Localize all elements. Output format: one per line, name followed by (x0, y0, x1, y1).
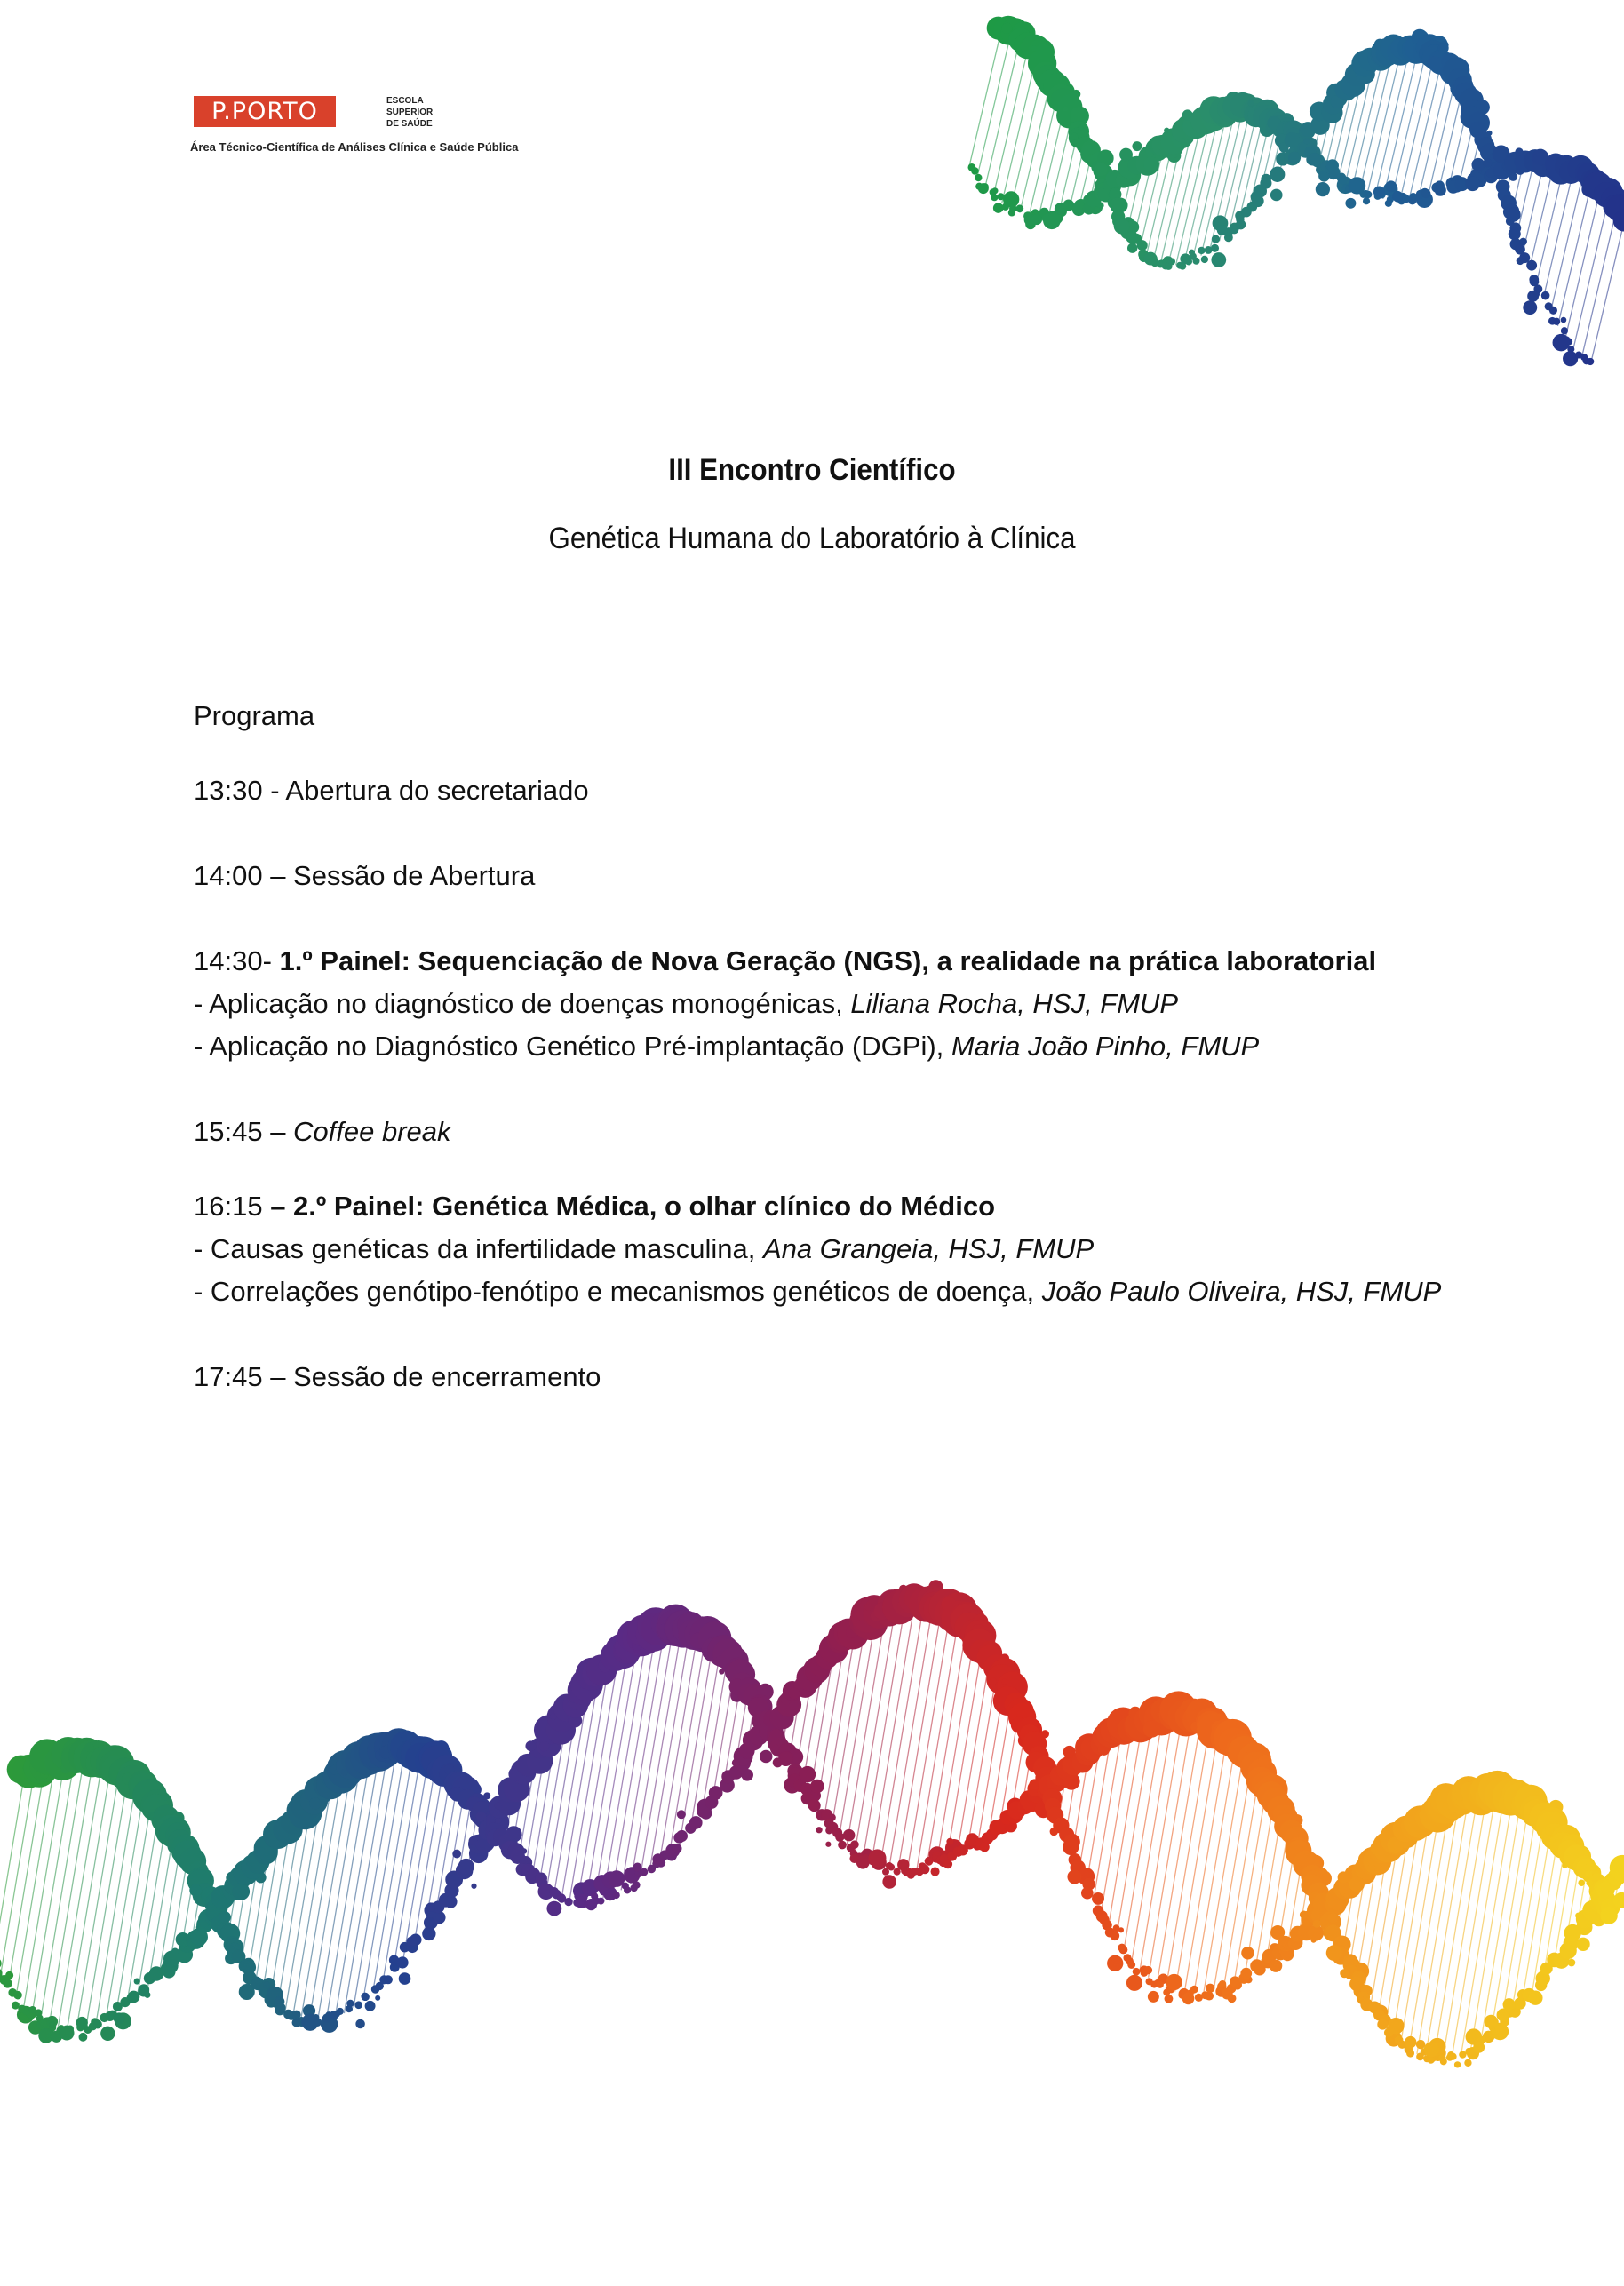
item-time: 15:45 (194, 1116, 263, 1147)
helix-node (980, 1842, 990, 1852)
helix-node (1528, 1990, 1542, 2004)
helix-node (1205, 1992, 1214, 2001)
helix-node (1300, 1910, 1308, 1918)
helix-rung (58, 1760, 102, 2027)
helix-node (1586, 1880, 1592, 1886)
helix-node (1270, 1925, 1285, 1940)
helix-node (609, 1870, 625, 1887)
helix-node (1113, 1924, 1120, 1932)
helix-node (624, 1886, 631, 1893)
helix-node (219, 1911, 231, 1924)
pporto-logo: P.PORTO (194, 96, 336, 127)
helix-node (1166, 1974, 1182, 1990)
item-separator: – (262, 1361, 294, 1392)
helix-node (1428, 2057, 1435, 2064)
helix-node (292, 2019, 300, 2027)
helix-node (134, 1978, 140, 1984)
item-time: 14:30 (194, 945, 263, 976)
helix-node (1270, 1959, 1282, 1971)
helix-node (232, 1883, 250, 1900)
helix-rung (1149, 1715, 1192, 1977)
helix-node (943, 1860, 952, 1868)
helix-node (1050, 1828, 1058, 1836)
school-line-2: SUPERIOR (386, 108, 434, 117)
helix-node (689, 1816, 703, 1829)
page-subtitle: Genética Humana do Laboratório à Clínica (548, 522, 1076, 555)
helix-node (1240, 1968, 1252, 1979)
program-item-6 (194, 1356, 1526, 1398)
helix-node (931, 1867, 940, 1876)
helix-node (1550, 1837, 1556, 1843)
helix-node (1064, 1838, 1079, 1852)
talk-line (194, 1228, 1526, 1270)
helix-node (1241, 1947, 1254, 1959)
item-text: Coffee break (293, 1116, 451, 1147)
helix-node (1485, 2015, 1498, 2028)
helix-node (375, 1995, 380, 2001)
helix-node (1440, 2058, 1447, 2065)
helix-node (676, 1830, 688, 1842)
helix-node (13, 1991, 22, 2000)
helix-rung (889, 1602, 934, 1868)
helix-node (239, 1960, 252, 1973)
helix-node (1081, 1887, 1094, 1900)
helix-node (613, 1892, 620, 1899)
helix-node (114, 2012, 125, 2024)
helix-node (633, 1863, 642, 1872)
helix-node (1258, 1755, 1271, 1768)
talk-line (194, 1025, 1526, 1068)
helix-rung (898, 1605, 943, 1869)
helix-rung (880, 1600, 925, 1866)
talk-line (194, 983, 1526, 1025)
helix-node (1464, 2059, 1471, 2067)
helix-node (171, 1947, 179, 1955)
program-item-3 (194, 940, 1526, 983)
helix-node (672, 1844, 681, 1853)
helix-node (60, 2026, 75, 2041)
helix-node (906, 1870, 915, 1879)
talk-speaker: Liliana Rocha, HSJ, FMUP (850, 988, 1179, 1019)
item-text: Sessão de encerramento (293, 1361, 601, 1392)
helix-node (362, 1993, 370, 2001)
helix-node (1405, 2036, 1417, 2049)
helix-rung (8, 1763, 45, 1987)
helix-rung (1434, 1793, 1478, 2059)
helix-node (843, 1829, 856, 1842)
helix-node (1118, 1944, 1126, 1952)
item-separator: - (262, 945, 280, 976)
helix-node (1126, 1975, 1142, 1991)
helix-node (550, 1887, 559, 1896)
helix-node (810, 1780, 824, 1794)
helix-rung (76, 1769, 120, 2027)
helix-node (495, 1818, 501, 1824)
helix-node (471, 1884, 476, 1889)
helix-node (1133, 1968, 1141, 1976)
helix-rung (49, 1757, 93, 2023)
helix-node (483, 1792, 490, 1799)
helix-rung (41, 1756, 84, 2019)
helix-node (506, 1826, 522, 1843)
helix-node (1313, 1920, 1321, 1928)
helix-node (1367, 1864, 1376, 1873)
talk-topic: - Correlações genótipo-fenótipo e mecanismos genéticos de doença, (194, 1276, 1042, 1307)
school-line-3: DE SAÚDE (386, 119, 433, 129)
helix-node (835, 1833, 844, 1842)
helix-node (732, 1759, 740, 1767)
helix-node (309, 1797, 321, 1809)
program-item-2 (194, 855, 1526, 897)
department-name: Área Técnico-Científica de Análises Clínica e Saúde Pública (190, 140, 519, 154)
helix-node (1219, 1980, 1226, 1987)
helix-rung (1443, 1792, 1487, 2059)
panel-title: 1.º Painel: Sequenciação de Nova Geração (NGS), a realidade na prática laboratorial (279, 945, 1377, 976)
helix-node (1041, 1730, 1049, 1738)
item-time: 16:15 (194, 1191, 263, 1222)
helix-node (275, 1996, 285, 2007)
page-title: III Encontro Científico (668, 453, 956, 487)
helix-node (355, 2019, 365, 2029)
helix-node (1110, 1931, 1119, 1940)
helix-node (399, 1972, 411, 1985)
helix-rung (957, 1655, 990, 1852)
helix-node (458, 1859, 474, 1875)
helix-node (882, 1875, 896, 1889)
helix-node (354, 2001, 362, 2009)
program-heading: Programa (194, 700, 315, 731)
helix-node (808, 1799, 819, 1811)
helix-node (591, 1892, 598, 1900)
item-text: Abertura do secretariado (285, 775, 589, 806)
item-time: 14:00 (194, 860, 263, 891)
helix-node (1067, 1869, 1081, 1884)
school-line-1: ESCOLA (386, 96, 424, 106)
helix-node (1143, 1720, 1160, 1737)
helix-node (1148, 1991, 1159, 2003)
helix-rung (1184, 1733, 1228, 1993)
helix-node (825, 1842, 831, 1847)
talk-speaker: Maria João Pinho, FMUP (951, 1031, 1260, 1062)
helix-node (128, 1991, 140, 2003)
helix-node (989, 1677, 996, 1685)
helix-node (79, 2033, 88, 2042)
talk-topic: - Causas genéticas da infertilidade masculina, (194, 1233, 764, 1264)
item-time: 17:45 (194, 1361, 263, 1392)
item-text: Sessão de Abertura (293, 860, 536, 891)
helix-node (816, 1827, 822, 1833)
helix-node (263, 1981, 270, 1988)
helix-node (1182, 1993, 1195, 2005)
helix-rung (917, 1616, 959, 1868)
helix-rung (0, 1772, 25, 1963)
helix-node (1144, 1966, 1152, 1974)
helix-node (426, 1902, 435, 1912)
helix-node (1459, 2051, 1466, 2058)
panel-title: 2.º Painel: Genética Médica, o olhar clínico do Médico (293, 1191, 996, 1222)
helix-node (1377, 2019, 1388, 2030)
helix-rung (907, 1610, 951, 1869)
helix-node (1600, 1907, 1617, 1924)
helix-rung (631, 1625, 674, 1884)
helix-node (346, 2000, 354, 2007)
helix-rung (106, 1790, 144, 2019)
helix-node (946, 1838, 953, 1845)
helix-rung (32, 1756, 75, 2014)
helix-node (575, 1897, 586, 1908)
helix-node (1206, 1984, 1214, 1993)
helix-node (396, 1956, 408, 1968)
helix-node (138, 1986, 149, 1997)
helix-rung (86, 1775, 128, 2027)
helix-node (869, 1849, 887, 1867)
helix-rung (0, 1767, 35, 1976)
helix-rung (16, 1759, 56, 1997)
helix-node (525, 1740, 536, 1751)
program-section (194, 695, 1526, 1398)
helix-node (886, 1862, 893, 1869)
helix-node (1340, 1969, 1349, 1978)
helix-node (585, 1899, 597, 1910)
helix-node (1586, 1870, 1593, 1877)
helix-node (365, 2001, 376, 2011)
helix-node (3, 1979, 12, 1987)
helix-node (1503, 1998, 1516, 2011)
helix-node (1454, 2061, 1461, 2067)
helix-node (919, 1862, 927, 1870)
helix-node (1473, 2042, 1485, 2053)
helix-node (1576, 1938, 1589, 1951)
item-separator: - (262, 775, 286, 806)
helix-node (597, 1898, 604, 1905)
talk-topic: - Aplicação no Diagnóstico Genético Pré-implantação (DGPi), (194, 1031, 951, 1062)
helix-node (1406, 2050, 1414, 2058)
helix-node (1092, 1892, 1104, 1905)
item-time: 13:30 (194, 775, 263, 806)
helix-node (1222, 1988, 1233, 2000)
helix-node (407, 1936, 418, 1947)
helix-rung (1157, 1717, 1201, 1983)
helix-node (652, 1853, 664, 1865)
school-name (386, 95, 433, 130)
helix-node (800, 1766, 816, 1782)
helix-rung (1109, 1720, 1143, 1927)
helix-node (850, 1840, 859, 1849)
helix-node (1388, 2018, 1405, 2035)
helix-rung (936, 1633, 975, 1862)
program-item-4 (194, 1111, 1526, 1153)
helix-node (93, 2019, 102, 2028)
helix-node (495, 1802, 502, 1809)
helix-node (1190, 1986, 1198, 1994)
helix-node (1157, 1981, 1164, 1988)
helix-node (76, 2017, 88, 2028)
helix-node (452, 1850, 461, 1859)
item-separator: – (262, 1116, 294, 1147)
helix-node (1449, 2053, 1456, 2060)
helix-node (189, 1884, 202, 1897)
helix-node (1342, 1887, 1350, 1895)
talk-speaker: João Paulo Oliveira, HSJ, FMUP (1041, 1276, 1442, 1307)
talk-speaker: Ana Grangeia, HSJ, FMUP (763, 1233, 1095, 1264)
helix-rung (1425, 1795, 1469, 2057)
program-item-5 (194, 1185, 1526, 1228)
helix-node (789, 1688, 800, 1700)
helix-node (330, 2011, 338, 2019)
helix-node (100, 2027, 115, 2041)
helix-node (778, 1723, 784, 1729)
helix-node (1338, 1871, 1349, 1883)
helix-node (564, 1898, 572, 1906)
helix-node (1416, 2040, 1425, 2049)
helix-rung (1166, 1722, 1210, 1988)
helix-node (849, 1853, 858, 1862)
helix-node (1568, 1959, 1576, 1967)
helix-rung (1140, 1714, 1182, 1970)
talk-topic: - Aplicação no diagnóstico de doenças monogénicas, (194, 988, 851, 1019)
helix-node (1328, 1913, 1338, 1923)
helix-node (302, 2014, 319, 2031)
helix-rung (1175, 1727, 1220, 1992)
helix-rung (947, 1644, 983, 1858)
helix-rung (1124, 1715, 1163, 1951)
helix-node (862, 1858, 869, 1865)
helix-node (546, 1901, 561, 1916)
helix-node (677, 1810, 686, 1819)
helix-node (469, 1836, 478, 1845)
helix-node (605, 1893, 612, 1900)
helix-node (864, 1604, 872, 1611)
helix-rung (967, 1669, 997, 1847)
helix-node (1424, 2042, 1439, 2057)
item-separator: – (262, 860, 294, 891)
helix-node (49, 2021, 56, 2028)
helix-node (539, 1741, 550, 1752)
helix-node (719, 1669, 724, 1674)
helix-node (1001, 1679, 1007, 1685)
helix-node (773, 1757, 783, 1767)
helix-node (384, 1975, 393, 1984)
program-item-1 (194, 769, 1526, 812)
helix-node (760, 1750, 773, 1764)
helix-node (1127, 1961, 1135, 1969)
helix-node (882, 1868, 889, 1876)
talk-line (194, 1270, 1526, 1313)
helix-node (1349, 1876, 1365, 1892)
helix-node (838, 1841, 847, 1850)
helix-rung (872, 1600, 915, 1862)
helix-node (925, 1857, 934, 1866)
helix-rung (1116, 1717, 1153, 1940)
item-separator: – (262, 1191, 294, 1222)
helix-node (1578, 1879, 1585, 1886)
helix-node (163, 1796, 168, 1801)
helix-rung (68, 1764, 112, 2028)
helix-node (1326, 1945, 1342, 1961)
helix-node (1107, 1955, 1123, 1971)
